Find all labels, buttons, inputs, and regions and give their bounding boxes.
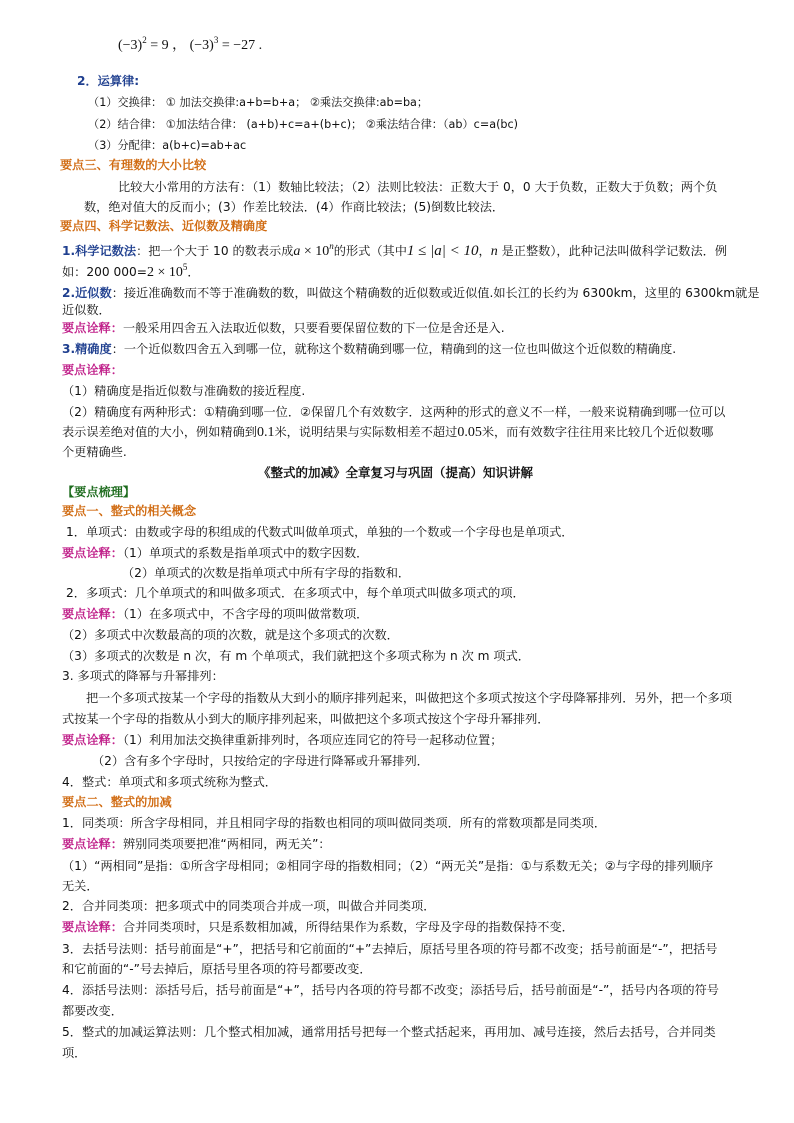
key-points-heading: 【要点梳理】 (62, 485, 136, 499)
note-label-precision: 要点诠释： (62, 363, 123, 377)
note-monomial-degree: （2）单项式的次数是指单项式中所有字母的指数和． (122, 566, 411, 580)
ordering-line2: 式按某一个字母的指数从小到大的顺序排列起来，叫做把这个多项式按这个字母升幂排列． (62, 712, 550, 726)
text: 米，说明结果与实际数相差不超过 (274, 425, 458, 439)
remove-brackets-line1: 3．去括号法则：括号前面是“+”，把括号和它前面的“+”去掉后，原括号里各项的符号都不改变；括号前面是“-”，把括号 (62, 942, 718, 956)
heading-operation-laws: 2．运算律: (77, 74, 140, 88)
text: ， (478, 244, 491, 258)
math-abs-range: 1 ≤ |a| < 10 (406, 243, 479, 259)
compare-methods-line2: 数，绝对值大的反而小；(3）作差比较法．(4）作商比较法；(5)倒数比较法． (84, 200, 505, 214)
precision-note-2-line2 (62, 424, 713, 441)
math-times-ten: × 10 (300, 244, 330, 259)
approx-number-line1 (62, 285, 759, 301)
ordering-heading: 3. 多项式的降幂与升幂排列： (62, 669, 224, 683)
approx-number-line2: 近似数． (62, 303, 111, 317)
text: 是正整数），此种记法叫做科学记数法．例 (497, 244, 728, 258)
power-exp-1: 2 (142, 35, 147, 45)
note-label: 要点诠释： (62, 321, 123, 335)
text: （1）在多项式中，不含字母的项叫做常数项． (122, 607, 369, 621)
math-point-zero-five: 0.05 (457, 425, 482, 440)
math-a: a (293, 244, 301, 259)
power-result: = −27 . (218, 38, 263, 53)
math-exp-5: 5 (182, 262, 188, 272)
precision-line (62, 341, 676, 357)
ordering-line1: 把一个多项式按某一个字母的指数从大到小的顺序排列起来，叫做把这个多项式按这个字母降幂排列．另外，把一个多项 (86, 691, 732, 705)
precision-note-2-line1: （2）精确度有两种形式：①精确到哪一位．②保留几个有效数字．这两种的形式的意义不一样，一般来说精确到哪一位可以 (62, 405, 726, 419)
section-heading-4: 要点四、科学记数法、近似数及精确度 (60, 219, 268, 233)
text: 辨别同类项要把准“两相同，两无关”： (122, 837, 331, 851)
text: ：把一个大于 10 的数表示成 (136, 244, 294, 258)
polynomial-naming: （3）多项式的次数是 n 次，有 m 个单项式，我们就把这个多项式称为 n 次 m 项式． (62, 649, 530, 663)
commutative-law: （1）交换律： ① 加法交换律:a+b=b+a； ②乘法交换律:ab=ba； (88, 96, 429, 109)
power-text: = 9 ， (−3) (146, 38, 214, 53)
distributive-law: （3）分配律：a(b+c)=ab+ac (88, 139, 247, 152)
text: （1）单项式的系数是指单项式中的数字因数． (122, 546, 369, 560)
text: 表示误差绝对值的大小，例如精确到 (62, 425, 257, 439)
math-exp-n: n (329, 241, 334, 251)
chapter-title: 《整式的加减》全章复习与巩固（提高）知识讲解 (258, 465, 534, 480)
remove-brackets-line2: 和它前面的“-”号去掉后，原括号里各项的符号都要改变． (62, 962, 372, 976)
precision-note-2-line3: 个更精确些. (62, 445, 127, 459)
note-monomial-coefficient (62, 545, 368, 561)
note-ordering-2: （2）含有多个字母时，只按给定的字母进行降幂或升幂排列． (92, 754, 429, 768)
note-like-terms (62, 836, 331, 852)
associative-law: （2）结合律： ①加法结合律： (a+b)+c=a+(b+c)； ②乘法结合律：（ab）c=a(bc) (88, 118, 519, 131)
add-brackets-line2: 都要改变． (62, 1004, 123, 1018)
power-examples (118, 35, 263, 54)
note-constant-term (62, 606, 368, 622)
note-label: 要点诠释： (62, 837, 123, 851)
text: ． (187, 265, 200, 279)
section-heading-2: 要点二、整式的加减 (62, 795, 172, 809)
like-terms-rules-line1: （1）“两相同”是指：①所含字母相同；②相同字母的指数相同；（2）“两无关”是指：①与系数无关；②与字母的排列顺序 (62, 859, 714, 873)
math-two-times-ten: 2 × 10 (147, 265, 183, 280)
note-label: 要点诠释： (62, 546, 123, 560)
text: ：一个近似数四舍五入到哪一位，就称这个数精确到哪一位，精确到的这一位也叫做这个近似数的精确度. (111, 342, 677, 356)
note-label: 要点诠释： (62, 920, 123, 934)
term-approx-number: 2.近似数 (62, 286, 112, 300)
scientific-notation-example (62, 264, 200, 281)
power-exp-2: 3 (213, 35, 219, 45)
text: （1）利用加法交换律重新排列时，各项应连同它的符号一起移动位置； (122, 733, 503, 747)
power-base-1: (−3) (118, 38, 143, 53)
section-heading-1: 要点一、整式的相关概念 (62, 504, 197, 518)
term-scientific-notation: 1.科学记数法 (62, 244, 137, 258)
text: ：接近准确数而不等于准确数的数，叫做这个精确数的近似数或近似值.如长江的长约为 6300km，这里的 6300km就是 (111, 286, 760, 300)
text: 米，而有效数字往往用来比较几个近似数哪 (481, 425, 714, 439)
like-terms-definition: 1．同类项：所含字母相同，并且相同字母的指数也相同的项叫做同类项．所有的常数项都是同类项． (62, 816, 607, 830)
text: 合并同类项时，只是系数相加减，所得结果作为系数，字母及字母的指数保持不变． (122, 920, 574, 934)
precision-note-1: （1）精确度是指近似数与准确数的接近程度. (62, 384, 306, 398)
integral-expression-def: 4．整式：单项式和多项式统称为整式． (62, 775, 277, 789)
compare-methods-line1: 比较大小常用的方法有：（1）数轴比较法；（2）法则比较法：正数大于 0，0 大于负数，正数大于负数；两个负 (118, 180, 718, 194)
text: 一般采用四舍五入法取近似数，只要看要保留位数的下一位是舍还是入. (122, 321, 505, 335)
text: 的形式（其中 (333, 244, 407, 258)
note-rounding (62, 320, 505, 336)
section-heading-3: 要点三、有理数的大小比较 (60, 158, 207, 172)
add-brackets-line1: 4．添括号法则：添括号后，括号前面是“+”，括号内各项的符号都不改变；添括号后，括号前面是“-”，括号内各项的符号 (62, 983, 719, 997)
monomial-definition: 1．单项式：由数或字母的积组成的代数式叫做单项式，单独的一个数或一个字母也是单项式． (66, 525, 574, 539)
like-terms-rules-line2: 无关． (62, 879, 99, 893)
add-subtract-rule-line1: 5．整式的加减运算法则：几个整式相加减，通常用括号把每一个整式括起来，再用加、减号连接，然后去括号，合并同类 (62, 1025, 716, 1039)
math-n: n (490, 244, 498, 259)
combine-like-terms: 2．合并同类项：把多项式中的同类项合并成一项，叫做合并同类项． (62, 899, 436, 913)
add-subtract-rule-line2: 项． (62, 1046, 87, 1060)
scientific-notation-line1 (62, 243, 727, 260)
note-combine (62, 919, 574, 935)
text: 如：200 000= (62, 265, 147, 279)
polynomial-definition: 2．多项式：几个单项式的和叫做多项式．在多项式中，每个单项式叫做多项式的项． (66, 586, 525, 600)
term-precision: 3.精确度 (62, 342, 112, 356)
note-ordering-1 (62, 732, 502, 748)
note-label: 要点诠释： (62, 733, 123, 747)
polynomial-degree: （2）多项式中次数最高的项的次数，就是这个多项式的次数． (62, 628, 399, 642)
note-label: 要点诠释： (62, 607, 123, 621)
math-point-one: 0.1 (257, 425, 275, 440)
